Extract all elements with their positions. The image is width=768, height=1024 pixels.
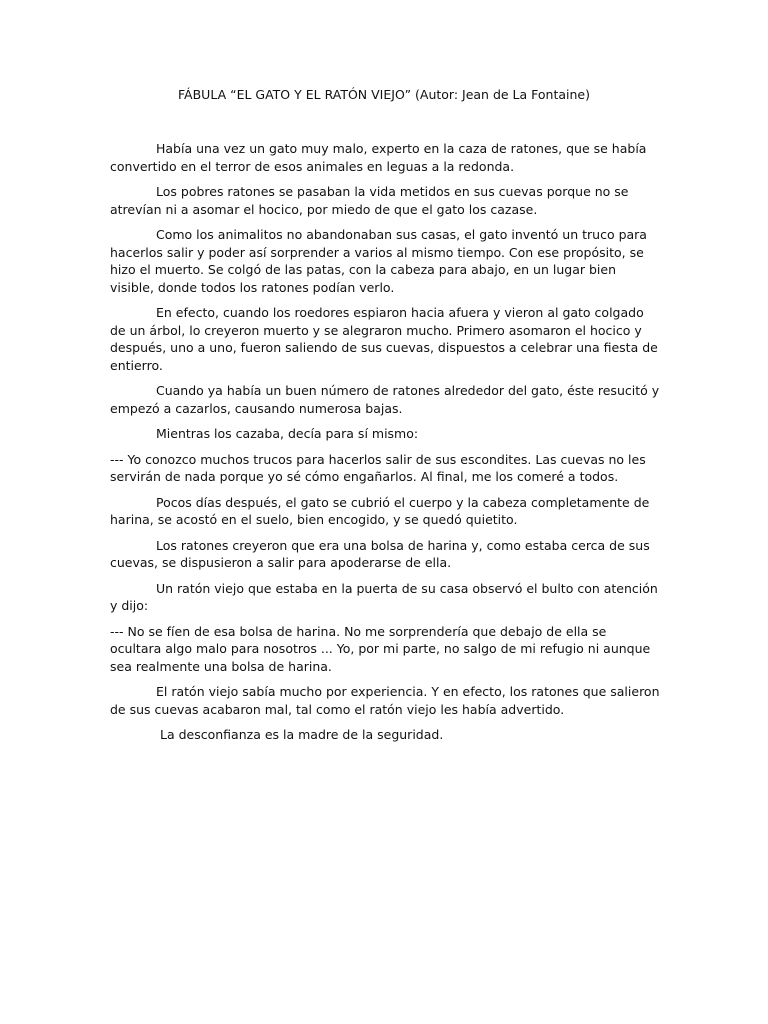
dialog-paragraph: --- Yo conozco muchos trucos para hacerlos salir de sus escondites. Las cuevas no les servirán de nada porque yo sé cómo engañarlos. Al final, me los comeré a todos.	[110, 451, 646, 484]
paragraph: Pocos días después, el gato se cubrió el cuerpo y la cabeza completamente de harina, se acostó en el suelo, bien encogido, y se quedó quietito.	[110, 494, 650, 527]
paragraph: Cuando ya había un buen número de ratones alrededor del gato, éste resucitó y empezó a cazarlos, causando numerosa bajas.	[110, 383, 660, 416]
paragraph: Mientras los cazaba, decía para sí mismo:	[156, 426, 419, 441]
paragraph: Había una vez un gato muy malo, experto en la caza de ratones, que se había convertido en el terror de esos animales en leguas a la redonda.	[110, 141, 647, 174]
paragraph: Como los animalitos no abandonaban sus casas, el gato inventó un truco para hacerlos salir y poder así sorprender a varios al mismo tiempo. Con ese propósito, se hizo el muerto. Se colgó de las patas, con la cabeza para abajo, en un lugar bien visible, donde todos los ratones podían verlo.	[110, 227, 647, 295]
paragraph: Los pobres ratones se pasaban la vida metidos en sus cuevas porque no se atrevían ni a asomar el hocico, por miedo de que el gato los cazase.	[110, 184, 629, 217]
paragraph: Los ratones creyeron que era una bolsa de harina y, como estaba cerca de sus cuevas, se dispusieron a salir para apoderarse de ella.	[110, 537, 650, 570]
paragraph: En efecto, cuando los roedores espiaron hacia afuera y vieron al gato colgado de un árbol, lo creyeron muerto y se alegraron mucho. Primero asomaron el hocico y después, uno a uno, fueron saliendo de sus cuevas, dispuestos a celebrar una fiesta de entierro.	[110, 305, 658, 373]
moral-paragraph: La desconfianza es la madre de la seguridad.	[160, 727, 444, 742]
paragraph: El ratón viejo sabía mucho por experiencia. Y en efecto, los ratones que salieron de sus cuevas acabaron mal, tal como el ratón viejo les había advertido.	[110, 684, 660, 717]
paragraph: Un ratón viejo que estaba en la puerta de su casa observó el bulto con atención y dijo:	[110, 580, 658, 613]
document-title: FÁBULA “EL GATO Y EL RATÓN VIEJO” (Autor: Jean de La Fontaine)	[178, 87, 590, 102]
document-body	[110, 140, 660, 752]
dialog-paragraph: --- No se fíen de esa bolsa de harina. No me sorprendería que debajo de ella se ocultara algo malo para nosotros ... Yo, por mi parte, no salgo de mi refugio ni aunque sea realmente una bolsa de harina.	[110, 623, 651, 674]
